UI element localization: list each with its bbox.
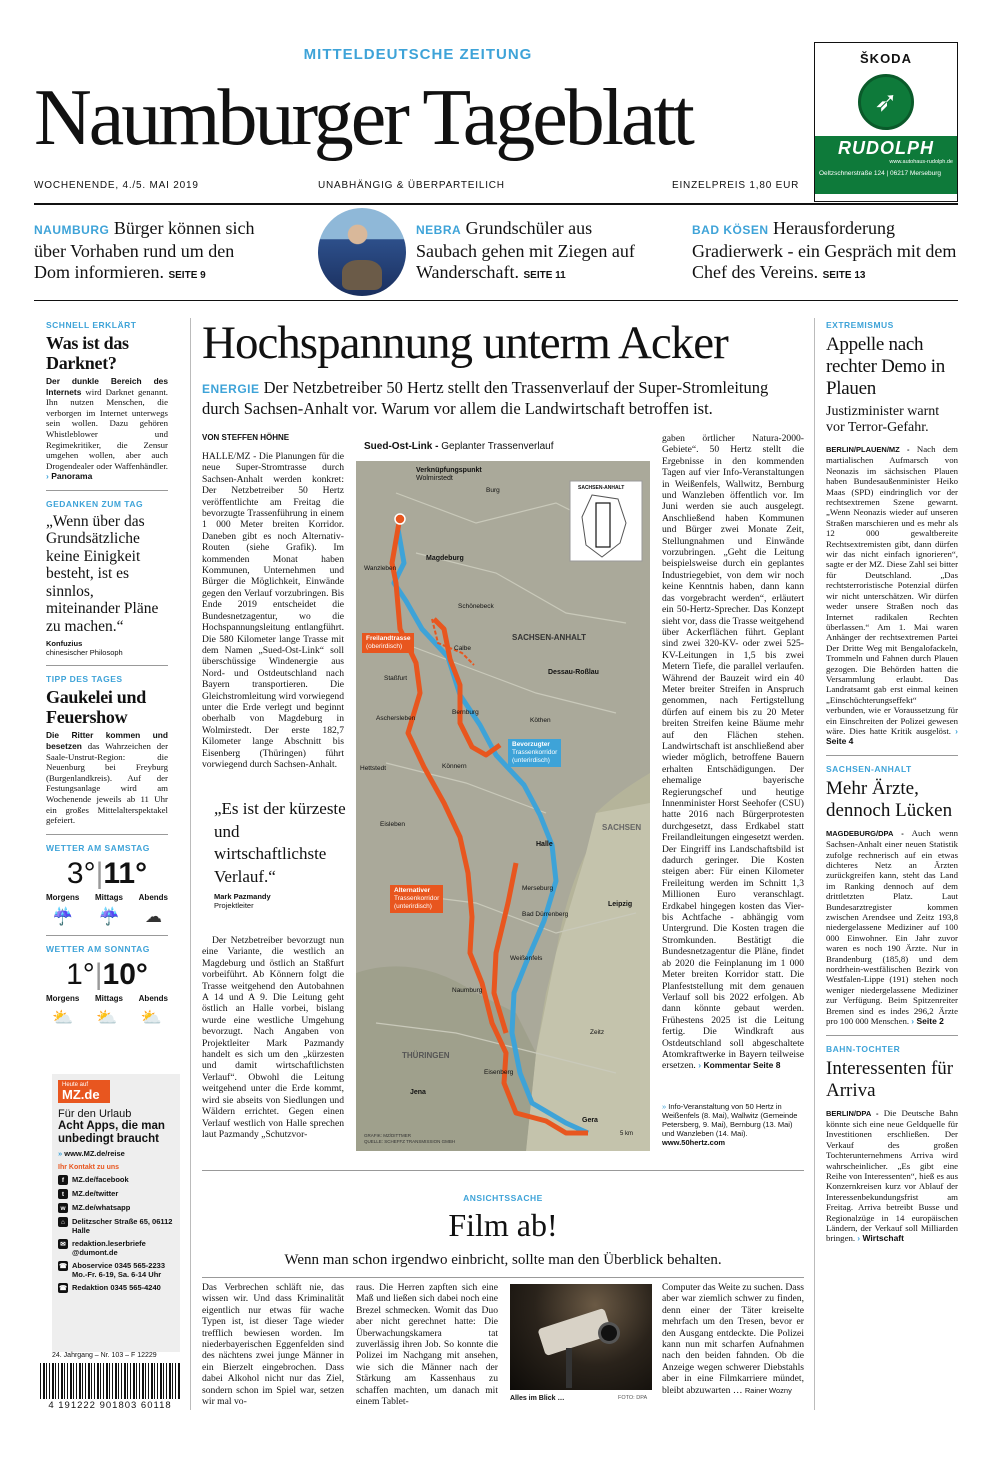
article-col3 bbox=[662, 433, 804, 1072]
teaser-page: SEITE 11 bbox=[523, 270, 566, 281]
chevron-icon: » bbox=[662, 1102, 669, 1111]
left-column bbox=[46, 320, 168, 1028]
map-title: Sued-Ost-Link - bbox=[364, 441, 439, 452]
state-label: SACHSEN bbox=[602, 823, 642, 832]
weather-label: Morgens bbox=[46, 892, 80, 902]
news-body: Die Deutsche Bahn könnte sich eine neue Geldquelle für Investitionen erschließen. Der Verkauf des großen Tochterunternehmens Arriva wird wahrscheinlicher. „Es gibt eine Reihe von Interessenten“, hieß es aus Konzernkreisen kurz vor Ablauf der Interessenbekundungsfrist am Freitag. Arriva betreibt Busse und Regionalzüge in 14 europäischen Ländern, der Verkauf soll Milliarden bringen. bbox=[826, 1107, 958, 1244]
byline: VON STEFFEN HÖHNE bbox=[202, 433, 290, 442]
state-label: SACHSEN-ANHALT bbox=[512, 633, 587, 642]
dealer-name: RUDOLPH bbox=[838, 138, 934, 158]
email-link[interactable]: ✉ redaktion.leserbriefe @dumont.de bbox=[58, 1239, 174, 1257]
mz-ad-link[interactable]: » www.MZ.de/reise bbox=[58, 1149, 125, 1158]
rain-cloud-icon: ☔ bbox=[98, 906, 120, 926]
barcode-number: 4 191222 901803 60118 bbox=[36, 1400, 184, 1411]
place-label: Aschersleben bbox=[376, 715, 416, 722]
route-map bbox=[356, 433, 650, 1151]
news-body: Nach dem martialischen Aufmarsch von Neonazis im sächsischen Plauen haben Bundesaußenminister Heiko Maas (SPD) eindringlich vor der rechtsextremen Szene gewarnt. „Wenn Neonazis wieder auf unseren Straßen marschieren und es mehr als 12 000 gewaltbereite Rechtsextremisten gibt, dann dürfen wir das nicht einfach ignorieren“, sagte er der MZ. Diese Zahl sei bitter für Deutschland. „Das rechtsterroristische Potenzial dürfen wir nicht unterschätzen. Wir dürfen weder unsere Straßen noch das Internet radikalen Rechten überlassen.“ Am 1. Mai waren Anhänger der rechtsextremen Partei Der Dritte Weg mit Bengalofackeln, Trommeln und Fahnen durch Plauen gezogen. Die Behörden hatten die Versammlung erlaubt. Das Landratsamt gab erst einmal keinen „Einschüchterungseffekt“ verbunden, wie er Voraussetzung für ein Einschreiten der Polizei gewesen wäre. Dies hatte Kritik ausgelöst. bbox=[826, 444, 958, 736]
aboservice: ☎ Aboservice 0345 565-2233 Mo.-Fr. 6-19, Sa. 6-14 Uhr bbox=[58, 1261, 165, 1279]
temp-high: 10° bbox=[102, 957, 148, 991]
place-label: Könnern bbox=[442, 763, 467, 770]
news-title: Mehr Ärzte, dennoch Lücken bbox=[826, 777, 953, 821]
tip-title: Gaukelei und Feuershow bbox=[46, 687, 146, 728]
place-label: Bad Dürrenberg bbox=[522, 911, 569, 918]
supertitle: MITTELDEUTSCHE ZEITUNG bbox=[303, 46, 533, 63]
news-kicker: EXTREMISMUS bbox=[826, 320, 894, 330]
weather-kicker: WETTER AM SAMSTAG bbox=[46, 842, 150, 853]
sun-cloud-icon: ⛅ bbox=[96, 1007, 118, 1027]
newspaper-title: Naumburger Tageblatt bbox=[34, 74, 692, 162]
photo-credit: FOTO: DPA bbox=[618, 1395, 648, 1401]
news-title: Appelle nach rechter Demo in Plauen bbox=[826, 334, 945, 399]
dealer-banner bbox=[815, 136, 957, 194]
news-title: Interessenten für Arriva bbox=[826, 1057, 954, 1101]
news-body: Auch wenn Sachsen-Anhalt einer neuen Statistik zufolge rechnerisch auf ein etwas dichteres Netz an Ärzten zurückgreifen kann, steht das Land im Ranking dennoch auf dem drittletzten Platz. Laut Bundesarztregister kommen zwischen Arendsee und Zeitz 193,8 niedergelassene Mediziner auf 100 000 Einwohner. Ein Jahr zuvor waren es noch 190 Ärzte. Nur in Brandenburg (185,8) und dem nordrhein-westfälischen Bezirk von Westfalen-Lippe (191) stehen noch weniger niedergelassene Mediziner zur Verfügung. Beim Spitzenreiter Bremen sind es indes 296,2 Ärzte pro 100 000 Menschen. bbox=[826, 827, 959, 1027]
info-text: Info-Veranstaltung von 50 Hertz in Weißenfels (8. Mai), Wallwitz (Gemeinde Petersberg, 9. Mai), Bernburg (13. Mai) und Wanzleben (14. Mai). bbox=[662, 1102, 798, 1138]
inset-label: SACHSEN-ANHALT bbox=[578, 485, 625, 491]
tip-body: das Wahrzeichen der Saale-Unstrut-Region: die Neuenburg bei Freyburg (Burgenlandkreis). Auf der Festungsanlage wird am Wochenende jeweils ab 11 Uhr ein großes Mittelalterspektakel gefeiert. bbox=[46, 741, 168, 826]
place-label: Schönebeck bbox=[458, 603, 494, 610]
mz-ad-headline: Acht Apps, die man unbedingt braucht bbox=[58, 1120, 165, 1145]
place-label: Weißenfels bbox=[510, 955, 543, 962]
home-icon: ⌂ bbox=[58, 1217, 68, 1227]
pullquote-author: Mark Pazmandy bbox=[214, 892, 271, 901]
news-kicker: BAHN-TOCHTER bbox=[826, 1043, 901, 1054]
mail-icon: ✉ bbox=[58, 1239, 68, 1249]
tip-lead: Die Ritter kommen und besetzen bbox=[46, 730, 168, 752]
redaktion-phone: ☎ Redaktion 0345 565-4240 bbox=[58, 1283, 161, 1292]
pullquote bbox=[214, 798, 346, 910]
rain-cloud-icon: ☔ bbox=[52, 906, 74, 926]
article-col1b bbox=[202, 935, 344, 1140]
lead-text: Der Netzbetreiber 50 Hertz stellt den Trassenverlauf der Super-Stromleitung durch Sachsen-Anhalt vor. Warum vor allem die Landwirtschaft betroffen ist. bbox=[202, 378, 769, 418]
place-label: Eisenberg bbox=[484, 1069, 514, 1076]
commentary-text: raus. Die Herren zapften sich eine Maß und ließen sich dabei noch eine Brezel schmecken. Womit das Duo aber nicht gerechnet hatte: Die Überwachungskamera tat zuverlässig ihren Job. So konnte die Polizei im Nachgang mit ansehen, wie sich die Männer nach der Stärkung am Kassenhaus zu schaffen machten, um danach mit einem Tablet- bbox=[356, 1282, 498, 1408]
legend-alternative: Alternativer Trassenkorridor (unterirdisch) bbox=[390, 885, 443, 913]
explain-lead: Der dunkle Bereich des Internets bbox=[46, 376, 168, 397]
weather-label: Mittags bbox=[95, 993, 123, 1003]
news-dateline: MAGDEBURG/DPA - bbox=[826, 828, 904, 838]
map-credit: GRAFIK: MZ/DITTMER QUELLE: SCHEFFZ TRANSMISSION GMBH bbox=[364, 1133, 456, 1144]
contact-title: Ihr Kontakt zu uns bbox=[58, 1164, 120, 1171]
twitter-link[interactable]: t MZ.de/twitter bbox=[58, 1189, 174, 1199]
teaser-text: Herausforderung Gradierwerk - ein Gespräch mit dem Chef des Vereins. bbox=[692, 218, 957, 282]
commentary-col3 bbox=[662, 1282, 804, 1396]
commentary-text: Das Verbrechen schläft nie, das wissen wir. Und dass Kriminalität eigentlich nur etwas für wache Typen ist, ist dieser Tage wieder trefflich bewiesen worden. Im niederbayerischen Eggenfelden sind des nächtens zwei junge Männer in ein Bierzelt eingebrochen. Dass dabei Alkohol nicht nur das Ziel, sondern schon im Spiel war, setzen wir mal vo- bbox=[202, 1282, 344, 1408]
main-headline[interactable]: Hochspannung unterm Acker bbox=[202, 317, 728, 369]
main-kicker: ENERGIE bbox=[202, 382, 260, 396]
cloud-icon: ☁ bbox=[145, 906, 162, 926]
commentary-text: Computer das Weite zu suchen. Dass aber war ziemlich schwer zu finden, denn einer der Täter kreiselte mehrfach um den Tresen, bevor er den Ausgang entdeckte. Die Polizei kann nun mit scharfen Aufnahmen nach den beiden fahnden. Ob die Anzeige wegen schwerer Diebstahls aber in eine Filmkarriere mündet, bleibt abzuwarten … bbox=[662, 1282, 804, 1396]
commentary-title[interactable]: Film ab! bbox=[448, 1207, 558, 1243]
teaser-bad-koesen[interactable] bbox=[692, 218, 958, 286]
main-lead bbox=[202, 378, 806, 419]
teaser-page: SEITE 13 bbox=[822, 270, 866, 281]
barcode bbox=[40, 1363, 180, 1399]
news-ref[interactable]: › Wirtschaft bbox=[857, 1233, 904, 1243]
news-kicker: SACHSEN-ANHALT bbox=[826, 763, 912, 774]
place-label: Köthen bbox=[530, 717, 551, 724]
article-text: Der Netzbetreiber bevorzugt nun eine Variante, die westlich an Magdeburg und östlich an Staßfurt vorbeiführt. Ab Könnern folgt die Trasse weitgehend den Autobahnen A 14 und A 9. Die Leitung geht östlich an Halle vorbei, bislang wurde eine westliche Umgehung bevorzugt. Nach Angaben von Projektleiter Mark Pazmandy handelt es sich um den „kürzesten und damit wirtschaftlichsten Verlauf“. Obwohl die Leitung weitgehend unter die Erde kommt, wird sie abseits von Siedlungen und Wäldern errichtet. Gegen einen Verlauf westlich von Halle sprechen laut Pazmandy „Schutzvor- bbox=[202, 935, 344, 1140]
weather-label: Abends bbox=[138, 892, 168, 902]
legend-freeline: Freilandtrasse (oberirdisch) bbox=[362, 633, 414, 653]
phone-icon: ☎ bbox=[58, 1284, 68, 1292]
issue-number: 24. Jahrgang – Nr. 103 – F 12229 bbox=[52, 1352, 157, 1359]
right-column bbox=[826, 320, 958, 1244]
address: ⌂ Delitzscher Straße 65, 06112 Halle bbox=[58, 1217, 174, 1235]
start-label: Verknüpfungspunkt Wolmirstedt bbox=[416, 467, 482, 482]
teaser-nebra[interactable] bbox=[416, 218, 650, 286]
mz-badge-small: Heute auf bbox=[62, 1082, 89, 1088]
sun-cloud-icon: ⛅ bbox=[52, 1007, 74, 1027]
place-label: Hettstedt bbox=[360, 765, 387, 772]
teaser-page: SEITE 9 bbox=[168, 270, 206, 281]
quote-kicker: GEDANKEN ZUM TAG bbox=[46, 498, 144, 509]
price: EINZELPREIS 1,80 EUR bbox=[672, 180, 800, 191]
quote-text: „Wenn über das Grundsätzliche keine Einigkeit besteht, ist es sinnlos, miteinander Pläne zu machen.“ bbox=[46, 512, 159, 635]
place-label: Eisleben bbox=[380, 821, 405, 828]
dealer-url: www.autohaus-rudolph.de bbox=[889, 159, 953, 165]
teaser-naumburg[interactable] bbox=[34, 218, 270, 286]
whatsapp-link[interactable]: w MZ.de/whatsapp bbox=[58, 1203, 174, 1213]
news-ref[interactable]: › Seite 4 bbox=[826, 726, 958, 746]
mz-badge-text: MZ.de bbox=[62, 1087, 100, 1102]
issue-date: WOCHENENDE, 4./5. MAI 2019 bbox=[34, 180, 199, 191]
state-label: THÜRINGEN bbox=[402, 1051, 450, 1060]
teaser-kicker: NEBRA bbox=[416, 223, 462, 237]
place-label: Magdeburg bbox=[426, 555, 464, 562]
skoda-brand: ŠKODA bbox=[860, 51, 912, 66]
info-box[interactable] bbox=[662, 1102, 804, 1147]
whatsapp-icon: w bbox=[58, 1203, 68, 1213]
mz-ad-intro: Für den Urlaub bbox=[58, 1108, 132, 1120]
place-label: Gera bbox=[582, 1117, 598, 1124]
sun-cloud-icon: ⛅ bbox=[140, 1007, 162, 1027]
facebook-icon: f bbox=[58, 1175, 68, 1185]
article-col1 bbox=[202, 451, 344, 770]
place-label: Zeitz bbox=[590, 1029, 605, 1036]
article-text: gaben örtlicher Natura-2000-Gebiete“. 50 Hertz stellt die Ergebnisse in den kommenden Tagen auf vier Info-Veranstaltungen in Weißenfels, Wallwitz, Bernburg und Wanzleben öffentlich vor. Im Juni werden sie auch ausgelegt. Anschließend haben Kommunen und Bürger zwei Monate Zeit, Stellungnahmen und Einwände vorzubringen. „Geht die Leitung beispielsweise durch ein geplantes Industriegebiet, von dem wir noch keine Kenntnis haben, dann kann das vorgebracht werden“, erläutert ein 50-Hertz-Sprecher. Das Konzept sieht vor, dass die Trasse weitgehend über Ackerflächen führt. Geplant sind zwei 320-KV- oder zwei 525-KV-Leitungen in 1,5 bis zwei Metern Tiefe, die parallel verlaufen. Während der Bauzeit wird ein 40 Meter breiter Streifen in Anspruch genommen, nach Fertigstellung dürfen auf einem bis zu 20 Meter breiten Streifen keine Bäume mehr auf den Flächen stehen. Landwirtschaft ist anschließend aber wieder möglich, betroffene Bauern erhalten Entschädigungen. Der ehemalige bayerische Regierungschef und heutige Innenminister Horst Seehofer (CSU) hatte 2016 nach Bürgerprotesten durchgesetzt, dass Erdkabel statt Freilandleitungen eingesetzt werden. Der Eingriff ins Landschaftsbild ist dadurch geringer. Die Kosten steigen aber: Für einen Kilometer Freileitung werden im Schnitt 1,3 Millionen Euro veranschlagt. Erdkabel hingegen kosten das Vier- bis Achtfache - abhängig vom Untergrund. Die Kosten tragen die Stromkunden. Bestätigt die Bundesnetzagentur die Pläne, findet ab 2020 die Feinplanung im 1 000 Meter breiten Korridor statt. Die Planfeststellung mit dem genauen Verlauf soll bis 2022 erfolgen. Ab dann könnte gebaut werden. Frühestens 2025 ist die Leitung fertig. Die Windkraft aus Ostdeutschland soll abgeschaltete Atomkraftwerke in Bayern teilweise ersetzen. bbox=[662, 433, 804, 1072]
place-label: Jena bbox=[410, 1089, 426, 1096]
place-label: Calbe bbox=[454, 645, 471, 652]
skoda-ad[interactable] bbox=[814, 42, 958, 202]
place-label: Leipzig bbox=[608, 901, 633, 908]
commentary-col1 bbox=[202, 1282, 344, 1407]
place-label: Merseburg bbox=[522, 885, 554, 892]
teaser-text: Bürger können sich über Vorhaben rund um den Dom informieren. bbox=[34, 218, 255, 282]
tip-box[interactable] bbox=[46, 674, 168, 825]
info-url[interactable]: www.50hertz.com bbox=[662, 1138, 726, 1147]
mz-badge bbox=[58, 1080, 110, 1103]
weather-kicker: WETTER AM SONNTAG bbox=[46, 943, 150, 954]
teaser-text: Grundschüler aus Saubach gehen mit Ziegen auf Wanderschaft. bbox=[416, 218, 635, 282]
weather-label: Abends bbox=[138, 993, 168, 1003]
news-extremismus[interactable] bbox=[826, 320, 958, 747]
explain-box[interactable] bbox=[46, 320, 168, 482]
place-label: Staßfurt bbox=[384, 675, 408, 682]
map-subtitle: Geplanter Trassenverlauf bbox=[441, 441, 554, 452]
temp-low: 3° bbox=[66, 856, 96, 890]
article-text: HALLE/MZ - Die Planungen für die neue Super-Stromtrasse durch Sachsen-Anhalt werden konkret: Der Netzbetreiber 50 Hertz veröffentlichte am Freitag die bevorzugte Trassenführung in einem 1 000 Meter breiten Korridor. Daneben gibt es noch Alternativ-Routen (siehe Grafik). Im kommenden Monat haben Kommunen, Unternehmen und Bürger die Möglichkeit, Einwände gegen den Verlauf vorzubringen. Bis Ende 2019 entscheidet die Bundesnetzagentur, wo die Hochspannungsleitung entlangführt. Die 580 Kilometer lange Trasse mit dem Namen „Sued-Ost-Link“ soll überschüssige Windenergie aus Nord- und Ostdeutschland nach Bayern transportieren. Die Gleichstromleitung wird vorwiegend unter die Erde verlegt und beginnt oberhalb von Magdeburg in Wolmirstedt. Der erste 182,7 Kilometer lange Abschnitt bis Eisenberg (Thüringen) führt vorwiegend durch Sachsen-Anhalt. bbox=[202, 451, 344, 770]
weather-label: Morgens bbox=[46, 993, 80, 1003]
place-label: Bernburg bbox=[452, 709, 479, 716]
pullquote-role: Projektleiter bbox=[214, 901, 254, 910]
temp-low: 1° bbox=[66, 957, 95, 991]
news-arriva[interactable] bbox=[826, 1044, 958, 1244]
teaser-photo bbox=[318, 208, 406, 296]
news-dateline: BERLIN/DPA - bbox=[826, 1108, 879, 1118]
news-aerzte[interactable] bbox=[826, 764, 958, 1027]
temp-high: 11° bbox=[103, 856, 148, 890]
teaser-kicker: BAD KÖSEN bbox=[692, 223, 769, 237]
place-label: Burg bbox=[486, 487, 500, 494]
quote-box bbox=[46, 499, 168, 658]
place-label: Halle bbox=[536, 841, 553, 848]
map-svg bbox=[356, 433, 650, 1151]
phone-icon: ☎ bbox=[58, 1262, 68, 1270]
tip-kicker: TIPP DES TAGES bbox=[46, 674, 123, 685]
dealer-address: Oeltzschnerstraße 124 | 06217 Merseburg bbox=[819, 170, 942, 177]
weather-label: Mittags bbox=[95, 892, 123, 902]
mz-ad-box[interactable] bbox=[52, 1074, 180, 1352]
explain-title: Was ist das Darknet? bbox=[46, 333, 129, 373]
commentary-col2 bbox=[356, 1282, 498, 1407]
commentary-ref[interactable]: › Kommentar Seite 8 bbox=[698, 1060, 780, 1070]
skoda-logo-icon: ➶ bbox=[858, 74, 914, 130]
commentary-kicker: ANSICHTSSACHE bbox=[463, 1193, 543, 1203]
place-label: Dessau-Roßlau bbox=[548, 669, 599, 676]
weather-saturday: WETTER AM SAMSTAG 3°|11° Morgens Mittags Abends ☔ ☔ ☁ bbox=[46, 842, 168, 926]
commentary-author: Rainer Wozny bbox=[744, 1385, 792, 1395]
explain-body: wird Darknet genannt. Ihn nutzen Menschen, die verborgen im Internet unterwegs sein wollen. Dazu gehören Whistleblower und Regimekritiker, die Zensur umgehen wollen, aber auch Drogendealer oder Waffenhändler. bbox=[46, 386, 169, 471]
motto: UNABHÄNGIG & ÜBERPARTEILICH bbox=[318, 180, 505, 191]
news-dateline: BERLIN/PLAUEN/MZ - bbox=[826, 445, 910, 454]
start-point-icon bbox=[395, 514, 405, 524]
news-ref[interactable]: › Seite 2 bbox=[911, 1016, 944, 1026]
map-scale: 5 km bbox=[620, 1131, 634, 1137]
photo-caption: Alles im Blick … bbox=[510, 1395, 565, 1402]
commentary-lead: Wenn man schon irgendwo einbricht, sollte man den Überblick behalten. bbox=[284, 1252, 722, 1268]
news-sub: Justizminister warnt vor Terror-Gefahr. bbox=[826, 404, 940, 435]
place-label: Wanzleben bbox=[364, 565, 397, 572]
teaser-kicker: NAUMBURG bbox=[34, 223, 110, 237]
weather-sunday: WETTER AM SONNTAG 1°|10° Morgens Mittags Abends ⛅ ⛅ ⛅ bbox=[46, 943, 168, 1027]
quote-role: chinesischer Philosoph bbox=[46, 648, 123, 658]
legend-preferred: Bevorzugter Trassenkorridor (unterirdisch) bbox=[508, 739, 561, 767]
camera-photo bbox=[510, 1284, 652, 1390]
pullquote-text: „Es ist der kürzeste und wirtschaftlichste Verlauf.“ bbox=[214, 799, 346, 886]
explain-ref[interactable]: › Panorama bbox=[46, 471, 92, 481]
explain-kicker: SCHNELL ERKLÄRT bbox=[46, 320, 137, 330]
quote-author: Konfuzius bbox=[46, 639, 83, 649]
facebook-link[interactable]: f MZ.de/facebook bbox=[58, 1175, 174, 1185]
place-label: Naumburg bbox=[452, 987, 483, 994]
twitter-icon: t bbox=[58, 1189, 68, 1199]
